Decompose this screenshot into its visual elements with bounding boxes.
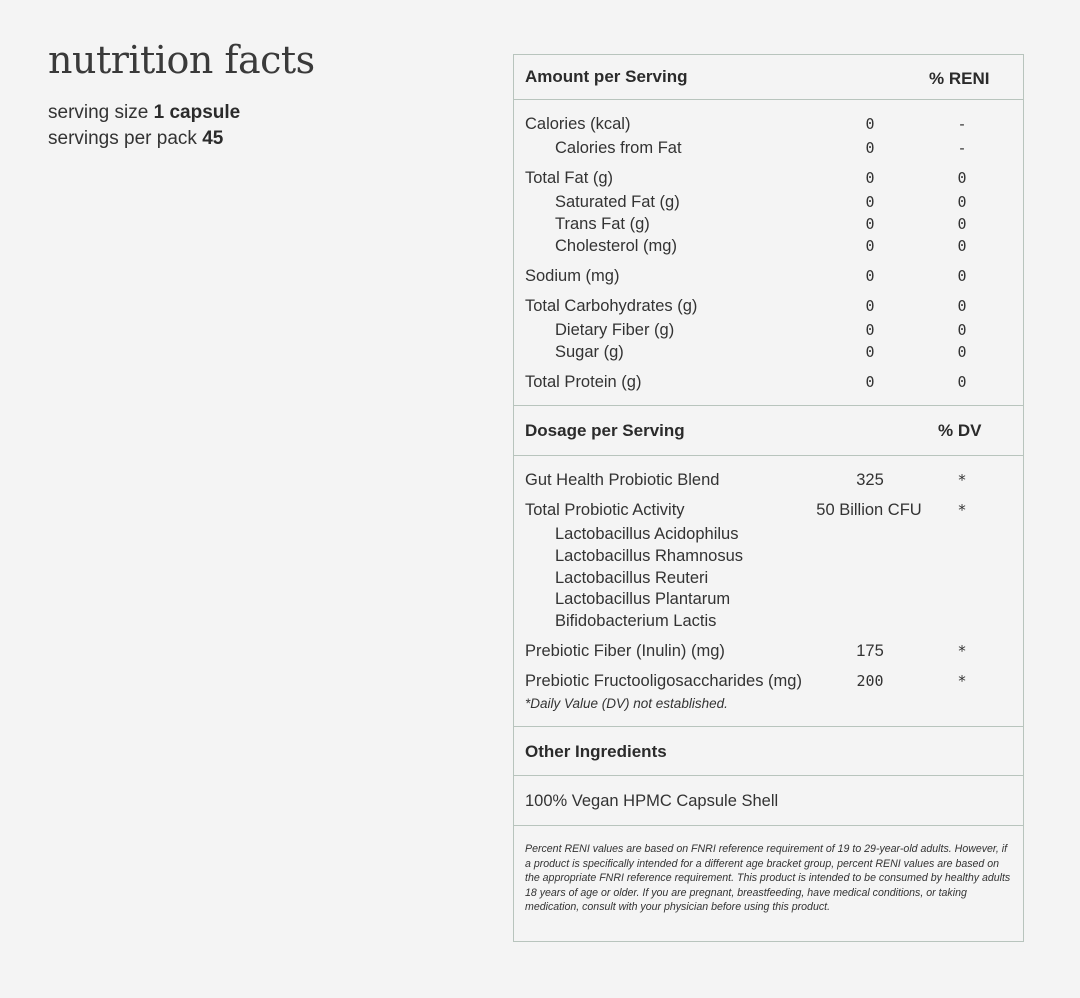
row-pct: -	[957, 139, 967, 157]
dv-footnote: *Daily Value (DV) not established.	[525, 696, 728, 711]
row-pct: 0	[957, 169, 967, 187]
dosage-section-header	[514, 405, 1023, 456]
row-name: Total Protein (g)	[525, 373, 642, 391]
servings-per-pack	[48, 126, 240, 152]
table-row	[514, 642, 1023, 664]
table-row	[514, 590, 1023, 612]
row-name: Calories from Fat	[555, 139, 682, 157]
row-value: 0	[865, 343, 875, 361]
table-row	[514, 267, 1023, 289]
row-pct: *	[957, 471, 967, 489]
row-value: 0	[865, 169, 875, 187]
amount-section-header	[514, 55, 1023, 100]
row-pct: 0	[957, 193, 967, 211]
row-name: Sugar (g)	[555, 343, 624, 361]
row-name: Total Fat (g)	[525, 169, 614, 187]
table-row	[514, 569, 1023, 591]
row-name: Total Probiotic Activity	[525, 501, 685, 519]
dosage-heading: Dosage per Serving	[525, 421, 685, 440]
serving-size-value: 1 capsule	[153, 102, 241, 123]
table-row	[514, 321, 1023, 343]
row-pct: 0	[957, 215, 967, 233]
row-name: Sodium (mg)	[525, 267, 620, 285]
row-pct: -	[957, 115, 967, 133]
table-row	[514, 169, 1023, 191]
row-name: Lactobacillus Rhamnosus	[555, 547, 744, 565]
row-pct: 0	[957, 297, 967, 315]
table-row	[514, 139, 1023, 161]
other-section-header	[514, 726, 1023, 776]
row-name: Bifidobacterium Lactis	[555, 612, 717, 630]
row-value: 325	[856, 471, 884, 489]
row-name: Total Carbohydrates (g)	[525, 297, 698, 315]
page-title: nutrition facts	[48, 38, 315, 82]
row-value: 0	[865, 115, 875, 133]
table-row	[514, 373, 1023, 395]
row-value: 50 Billion CFU	[816, 501, 922, 519]
row-name: Lactobacillus Reuteri	[555, 569, 709, 587]
table-row	[514, 215, 1023, 237]
row-name: Prebiotic Fructooligosaccharides (mg)	[525, 672, 802, 690]
row-name: Trans Fat (g)	[555, 215, 650, 233]
table-row	[514, 672, 1023, 694]
reni-heading: % RENI	[929, 69, 990, 88]
row-value: 0	[865, 237, 875, 255]
row-value: 0	[865, 297, 875, 315]
table-row	[514, 115, 1023, 137]
row-pct: 0	[957, 321, 967, 339]
row-value: 0	[865, 139, 875, 157]
row-pct: 0	[957, 237, 967, 255]
row-pct: *	[957, 501, 967, 519]
amount-heading: Amount per Serving	[525, 67, 688, 86]
row-pct: 0	[957, 343, 967, 361]
divider	[514, 825, 1023, 826]
table-row	[514, 471, 1023, 493]
row-name: Calories (kcal)	[525, 115, 631, 133]
row-name: Prebiotic Fiber (Inulin) (mg)	[525, 642, 725, 660]
row-pct: *	[957, 642, 967, 660]
servings-label: servings per pack	[48, 128, 197, 149]
row-name: Lactobacillus Acidophilus	[555, 525, 739, 543]
row-name: Gut Health Probiotic Blend	[525, 471, 720, 489]
table-row	[514, 237, 1023, 259]
row-pct: 0	[957, 267, 967, 285]
row-value: 0	[865, 267, 875, 285]
servings-value: 45	[202, 128, 224, 149]
serving-size-label: serving size	[48, 102, 149, 123]
row-value: 200	[856, 672, 884, 690]
row-value: 0	[865, 373, 875, 391]
serving-info	[48, 100, 240, 152]
table-row	[514, 193, 1023, 215]
row-name: Dietary Fiber (g)	[555, 321, 675, 339]
row-value: 0	[865, 215, 875, 233]
table-row	[514, 343, 1023, 365]
row-pct: 0	[957, 373, 967, 391]
disclaimer-text: Percent RENI values are based on FNRI reference requirement of 19 to 29-year-old adults. However, if a product is specifically intended for a different age bracket group, percent RENI values are based on the appropriate FNRI reference requirement. This product is intended to be consumed by healthy adults 18 years of age or older. If you are pregnant, breastfeeding, have medical conditions, or taking medication, consult with your physician before using this product.	[525, 843, 1011, 913]
dv-heading: % DV	[938, 421, 982, 440]
other-heading: Other Ingredients	[525, 742, 667, 761]
row-pct: *	[957, 672, 967, 690]
row-value: 175	[856, 642, 884, 660]
nutrition-panel	[513, 54, 1024, 942]
table-row	[514, 547, 1023, 569]
serving-size	[48, 100, 240, 126]
table-row	[514, 297, 1023, 319]
table-row	[514, 525, 1023, 547]
other-ingredients-text: 100% Vegan HPMC Capsule Shell	[525, 792, 779, 810]
row-name: Lactobacillus Plantarum	[555, 590, 731, 608]
row-name: Cholesterol (mg)	[555, 237, 677, 255]
row-value: 0	[865, 193, 875, 211]
row-value: 0	[865, 321, 875, 339]
table-row	[514, 501, 1023, 523]
table-row	[514, 612, 1023, 634]
row-name: Saturated Fat (g)	[555, 193, 680, 211]
